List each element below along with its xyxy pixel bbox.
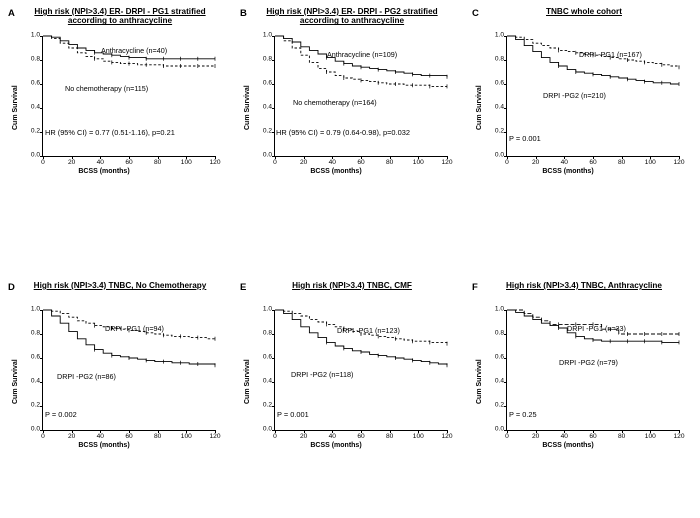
panel-a-series-1-label: No chemotherapy (n=115) [65, 84, 149, 93]
panel-a [8, 8, 220, 193]
panel-f-xtick-1: 20 [532, 433, 540, 440]
panel-c-ytick-5: 1.0 [494, 31, 504, 39]
panel-f-xtick-2: 40 [560, 433, 568, 440]
panel-e-title: High risk (NPI>3.4) TNBC, CMF [292, 281, 412, 290]
panel-d-ytick-4: 0.8 [30, 329, 40, 337]
panel-c-xtick-0: 0 [505, 159, 509, 166]
panel-c-xlabel: BCSS (months) [542, 168, 594, 175]
panel-f-ytick-0: 0.0 [494, 425, 504, 433]
panel-f-title: High risk (NPI>3.4) TNBC, Anthracycline [506, 281, 662, 290]
panel-a-xlabel: BCSS (months) [78, 168, 130, 175]
panel-e [240, 282, 452, 467]
panel-e-xtick-2: 40 [328, 433, 336, 440]
panel-b-series-1-label: No chemotherapy (n=164) [293, 98, 377, 107]
panel-e-letter: E [240, 282, 247, 293]
panel-d-ytick-2: 0.4 [30, 377, 40, 385]
panel-f [472, 282, 684, 467]
panel-d-xtick-2: 40 [96, 433, 104, 440]
panel-d-ytick-5: 1.0 [30, 305, 40, 313]
panel-c-series-1-label: DRPI -PG2 (n=210) [543, 91, 606, 100]
panel-a-letter: A [8, 8, 15, 19]
panel-b-ytick-5: 1.0 [262, 31, 272, 39]
panel-c-xtick-3: 60 [589, 159, 597, 166]
panel-e-series-0-label: DRPI -PG1 (n=123) [337, 326, 400, 335]
panel-f-ytick-4: 0.8 [494, 329, 504, 337]
panel-a-series-0-label: Anthracycline (n=40) [101, 46, 168, 55]
panel-a-xtick-3: 60 [125, 159, 133, 166]
panel-c-title: TNBC whole cohort [546, 7, 622, 16]
panel-e-series-1-label: DRPI -PG2 (n=118) [291, 370, 354, 379]
panel-e-xtick-5: 100 [412, 433, 424, 440]
panel-a-ytick-2: 0.4 [30, 103, 40, 111]
panel-d-title: High risk (NPI>3.4) TNBC, No Chemotherapy [33, 281, 207, 290]
panel-d-xlabel: BCSS (months) [78, 442, 130, 449]
panel-b-xtick-0: 0 [273, 159, 277, 166]
panel-b [240, 8, 452, 193]
panel-c-ytick-2: 0.4 [494, 103, 504, 111]
panel-f-xtick-6: 120 [673, 433, 685, 440]
panel-a-ylabel: Cum Survival [12, 85, 19, 130]
panel-a-xtick-4: 80 [154, 159, 162, 166]
panel-f-xtick-5: 100 [644, 433, 656, 440]
panel-e-xtick-3: 60 [357, 433, 365, 440]
panel-e-ylabel: Cum Survival [244, 359, 251, 404]
panel-d-xtick-5: 100 [180, 433, 192, 440]
panel-d-xtick-6: 120 [209, 433, 221, 440]
panel-f-ytick-2: 0.4 [494, 377, 504, 385]
panel-f-xtick-0: 0 [505, 433, 509, 440]
panel-c-annotation: P = 0.001 [509, 134, 541, 143]
panel-c-ytick-1: 0.2 [494, 127, 504, 135]
panel-b-ytick-0: 0.0 [262, 151, 272, 159]
panel-f-ylabel: Cum Survival [476, 359, 483, 404]
panel-d-ytick-3: 0.6 [30, 353, 40, 361]
panel-a-xtick-0: 0 [41, 159, 45, 166]
panel-a-title: High risk (NPI>3.4) ER- DRPI - PG1 stratified according to anthracycline [34, 7, 206, 26]
panel-d-annotation: P = 0.002 [45, 410, 77, 419]
panel-a-plot [30, 31, 221, 166]
panel-a-ytick-3: 0.6 [30, 79, 40, 87]
panel-f-ytick-1: 0.2 [494, 401, 504, 409]
panel-d-xtick-1: 20 [68, 433, 76, 440]
panel-f-series-1-label: DRPI -PG2 (n=79) [559, 358, 618, 367]
panel-b-xtick-4: 80 [386, 159, 394, 166]
panel-b-letter: B [240, 8, 247, 19]
panel-c-ytick-0: 0.0 [494, 151, 504, 159]
panel-f-letter: F [472, 282, 478, 293]
panel-c-plot [494, 31, 685, 166]
panel-f-ytick-3: 0.6 [494, 353, 504, 361]
panel-a-ytick-1: 0.2 [30, 127, 40, 135]
panel-a-xtick-5: 100 [180, 159, 192, 166]
panel-d-ytick-0: 0.0 [30, 425, 40, 433]
panel-b-title: High risk (NPI>3.4) ER- DRPI - PG2 stratified according to anthracycline [266, 7, 438, 26]
panel-b-ytick-4: 0.8 [262, 55, 272, 63]
panel-e-ytick-4: 0.8 [262, 329, 272, 337]
panel-d [8, 282, 220, 467]
panel-f-xtick-3: 60 [589, 433, 597, 440]
panel-c-series-0-label: DRPI -PG1 (n=167) [579, 50, 642, 59]
panel-b-xtick-6: 120 [441, 159, 453, 166]
panel-b-ytick-1: 0.2 [262, 127, 272, 135]
panel-e-annotation: P = 0.001 [277, 410, 309, 419]
panel-d-ytick-1: 0.2 [30, 401, 40, 409]
panel-c-xtick-5: 100 [644, 159, 656, 166]
panel-f-annotation: P = 0.25 [509, 410, 537, 419]
panel-c-letter: C [472, 8, 479, 19]
panel-a-ytick-0: 0.0 [30, 151, 40, 159]
panel-a-ytick-5: 1.0 [30, 31, 40, 39]
panel-c-ylabel: Cum Survival [476, 85, 483, 130]
panel-a-xtick-6: 120 [209, 159, 221, 166]
panel-a-annotation: HR (95% CI) = 0.77 (0.51-1.16), p=0.21 [45, 128, 175, 137]
panel-e-xtick-0: 0 [273, 433, 277, 440]
panel-b-xtick-5: 100 [412, 159, 424, 166]
panel-e-xtick-1: 20 [300, 433, 308, 440]
panel-b-xlabel: BCSS (months) [310, 168, 362, 175]
panel-b-annotation: HR (95% CI) = 0.79 (0.64-0.98), p=0.032 [276, 128, 410, 137]
panel-f-ytick-5: 1.0 [494, 305, 504, 313]
panel-f-plot [494, 305, 685, 440]
panel-b-series-0-label: Anthracycline (n=109) [327, 50, 398, 59]
panel-b-ytick-3: 0.6 [262, 79, 272, 87]
panel-c-xtick-6: 120 [673, 159, 685, 166]
panel-e-ytick-5: 1.0 [262, 305, 272, 313]
panel-b-xtick-3: 60 [357, 159, 365, 166]
panel-d-letter: D [8, 282, 15, 293]
panel-e-ytick-0: 0.0 [262, 425, 272, 433]
panel-c-xtick-4: 80 [618, 159, 626, 166]
panel-a-xtick-1: 20 [68, 159, 76, 166]
panel-e-xlabel: BCSS (months) [310, 442, 362, 449]
panel-d-ylabel: Cum Survival [12, 359, 19, 404]
panel-e-ytick-1: 0.2 [262, 401, 272, 409]
panel-c-xtick-1: 20 [532, 159, 540, 166]
panel-c-ytick-4: 0.8 [494, 55, 504, 63]
panel-e-ytick-2: 0.4 [262, 377, 272, 385]
panel-b-plot [262, 31, 453, 166]
panel-d-xtick-4: 80 [154, 433, 162, 440]
panel-c-ytick-3: 0.6 [494, 79, 504, 87]
panel-e-xtick-4: 80 [386, 433, 394, 440]
panel-b-ytick-2: 0.4 [262, 103, 272, 111]
panel-e-xtick-6: 120 [441, 433, 453, 440]
panel-a-ytick-4: 0.8 [30, 55, 40, 63]
panel-b-ylabel: Cum Survival [244, 85, 251, 130]
panel-c [472, 8, 684, 193]
panel-f-xlabel: BCSS (months) [542, 442, 594, 449]
panel-a-xtick-2: 40 [96, 159, 104, 166]
panel-d-series-1-label: DRPI -PG2 (n=86) [57, 372, 116, 381]
panel-c-xtick-2: 40 [560, 159, 568, 166]
panel-d-xtick-3: 60 [125, 433, 133, 440]
panel-d-xtick-0: 0 [41, 433, 45, 440]
panel-e-ytick-3: 0.6 [262, 353, 272, 361]
panel-e-plot [262, 305, 453, 440]
panel-b-xtick-1: 20 [300, 159, 308, 166]
panel-b-xtick-2: 40 [328, 159, 336, 166]
panel-f-series-0-label: DRPI -PG1 (n=33) [567, 324, 626, 333]
panel-d-plot [30, 305, 221, 440]
panel-d-series-0-label: DRPI -PG1 (n=94) [105, 324, 164, 333]
panel-f-xtick-4: 80 [618, 433, 626, 440]
